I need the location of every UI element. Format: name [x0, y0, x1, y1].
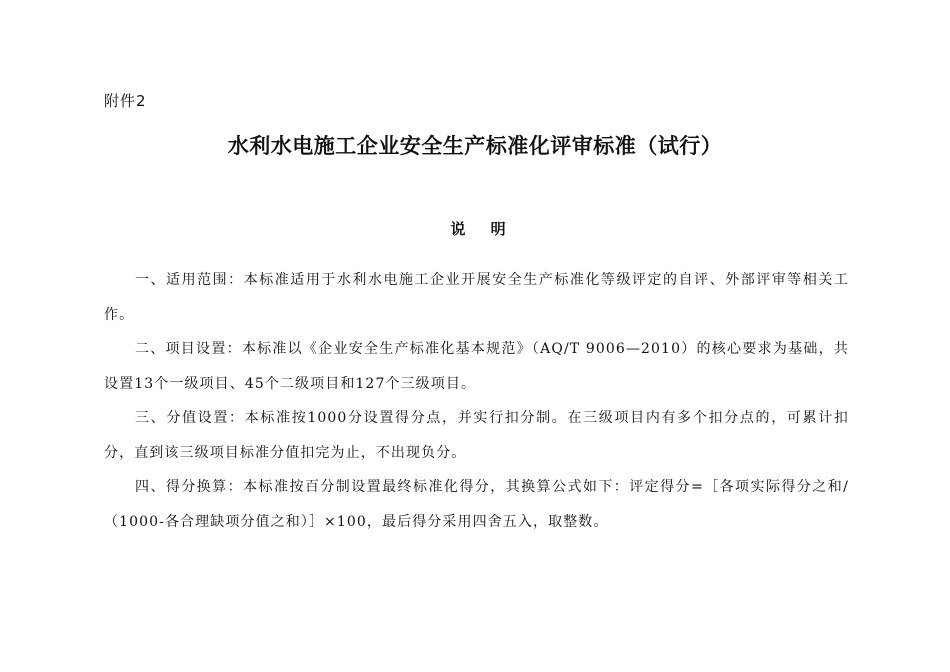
attachment-label: 附件2 — [104, 92, 147, 110]
document-title: 水利水电施工企业安全生产标准化评审标准（试行） — [227, 134, 723, 158]
body-text — [104, 263, 849, 539]
paragraph-conversion: 四、得分换算：本标准按百分制设置最终标准化得分，其换算公式如下：评定得分=［各项实际得分之和/（1000-各合理缺项分值之和）］×100，最后得分采用四舍五入，取整数。 — [104, 479, 849, 530]
paragraph-items: 二、项目设置：本标准以《企业安全生产标准化基本规范》（AQ/T 9006—2010）的核心要求为基础，共设置13个一级项目、45个二级项目和127个三级项目。 — [104, 341, 849, 392]
paragraph-scoring: 三、分值设置：本标准按1000分设置得分点，并实行扣分制。在三级项目内有多个扣分点的，可累计扣分，直到该三级项目标准分值扣完为止，不出现负分。 — [104, 410, 849, 461]
section-heading: 说 明 — [450, 220, 516, 238]
paragraph-scope: 一、适用范围：本标准适用于水利水电施工企业开展安全生产标准化等级评定的自评、外部评审等相关工作。 — [104, 272, 849, 323]
